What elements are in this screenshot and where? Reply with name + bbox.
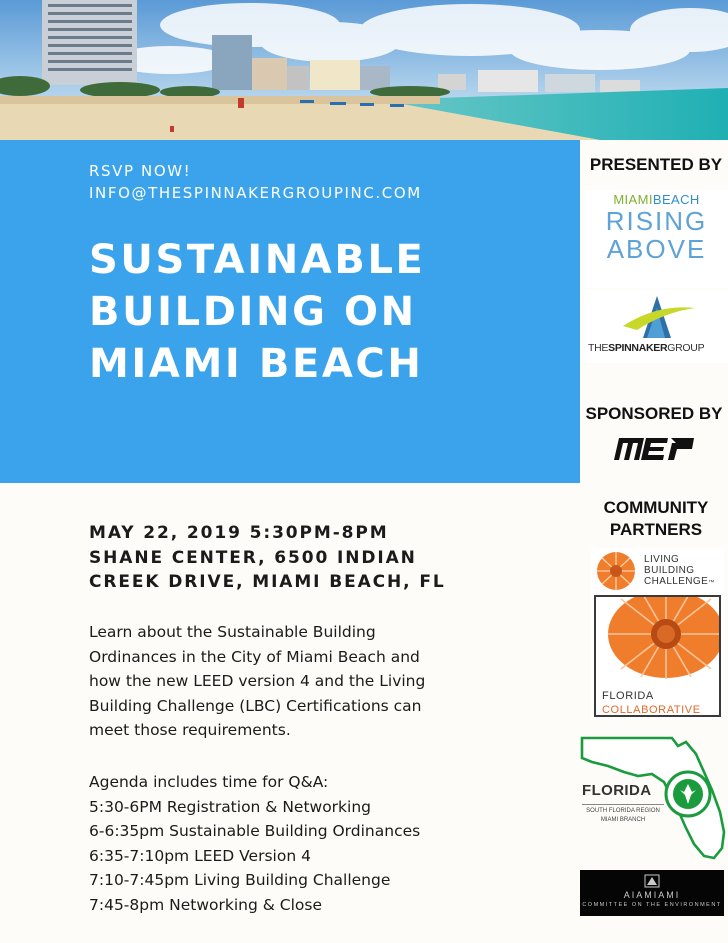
community-heading-line: PARTNERS [609, 520, 703, 539]
description-line: Ordinances in the City of Miami Beach and [89, 647, 420, 666]
agenda-intro: Agenda includes time for Q&A: [89, 773, 329, 791]
miami-beach-logo [585, 190, 728, 288]
event-title-line: SUSTAINABLE [89, 237, 426, 283]
spinnaker-text: SPINNAKER [608, 342, 668, 354]
description-line: meet those requirements. [89, 721, 291, 740]
community-partners-heading [582, 497, 728, 541]
spinnaker-text: GROUP [667, 342, 705, 354]
florida-collaborative-box [594, 595, 721, 717]
lbc-text: ™ [708, 580, 715, 586]
mb-logo-text: ABOVE [606, 234, 707, 264]
rsvp-label: RSVP NOW! [89, 162, 192, 180]
mb-logo-text: BEACH [652, 192, 700, 207]
event-location: SHANE CENTER, 6500 INDIAN [89, 547, 417, 568]
mb-logo-text: MIAMI [613, 192, 653, 207]
usgbc-region-line: SOUTH FLORIDA REGION [586, 808, 660, 814]
agenda-item: 6:35-7:10pm LEED Version 4 [89, 846, 311, 865]
hero-beach-photo [0, 0, 728, 140]
event-title-line: BUILDING ON [89, 289, 417, 335]
agenda-item: 7:45-8pm Networking & Close [89, 895, 322, 914]
event-details [89, 521, 446, 595]
event-location: CREEK DRIVE, MIAMI BEACH, FL [89, 572, 446, 592]
usgbc-state-text: FLORIDA [582, 782, 652, 799]
agenda-item: 7:10-7:45pm Living Building Challenge [89, 871, 391, 890]
usgbc-branch-line: MIAMI BRANCH [600, 817, 646, 823]
event-title-line: MIAMI BEACH [89, 341, 424, 387]
description-line: how the new LEED version 4 and the Living [89, 672, 426, 691]
event-date-time: MAY 22, 2019 5:30PM-8PM [89, 523, 389, 543]
aia-name: AIAMIAMI [623, 890, 681, 900]
rsvp-block [89, 160, 422, 204]
lbc-text: CHALLENGE [644, 576, 709, 587]
usgbc-region-text [582, 804, 664, 825]
lbc-collaborative-text: COLLABORATIVE [602, 704, 701, 716]
event-title [89, 234, 569, 390]
spinnaker-group-logo [585, 290, 728, 363]
agenda-item: 6-6:35pm Sustainable Building Ordinances [89, 822, 421, 841]
lbc-text: LIVING [644, 554, 680, 565]
community-heading-line: COMMUNITY [603, 498, 709, 517]
presented-by-heading: PRESENTED BY [589, 155, 723, 174]
large-flower-icon [606, 595, 721, 689]
aia-subtitle: COMMITTEE ON THE ENVIRONMENT [582, 902, 722, 908]
aia-emblem-icon [644, 874, 660, 888]
mb-logo-text: RISING [605, 206, 708, 236]
lbc-wordmark [644, 554, 715, 589]
lbc-florida-text: FLORIDA [602, 690, 654, 702]
usgbc-florida-logo [578, 732, 728, 862]
agenda-list [89, 770, 420, 918]
flower-icon [593, 550, 639, 592]
spinnaker-text: THE [588, 342, 609, 354]
lbc-text: BUILDING [644, 565, 695, 576]
living-building-challenge-logo [591, 548, 724, 720]
event-description [89, 620, 559, 743]
description-line: Learn about the Sustainable Building [89, 623, 376, 641]
agenda-item: 5:30-6PM Registration & Networking [89, 797, 372, 816]
description-line: Building Challenge (LBC) Certifications can [89, 696, 422, 715]
sail-icon [585, 290, 728, 342]
sponsored-by-heading: SPONSORED BY [585, 404, 723, 423]
mep-wordmark-icon [614, 436, 696, 462]
aia-miami-logo [580, 870, 724, 916]
mep-logo [614, 436, 696, 466]
rsvp-email-link[interactable]: INFO@THESPINNAKERGROUPINC.COM [89, 184, 422, 202]
